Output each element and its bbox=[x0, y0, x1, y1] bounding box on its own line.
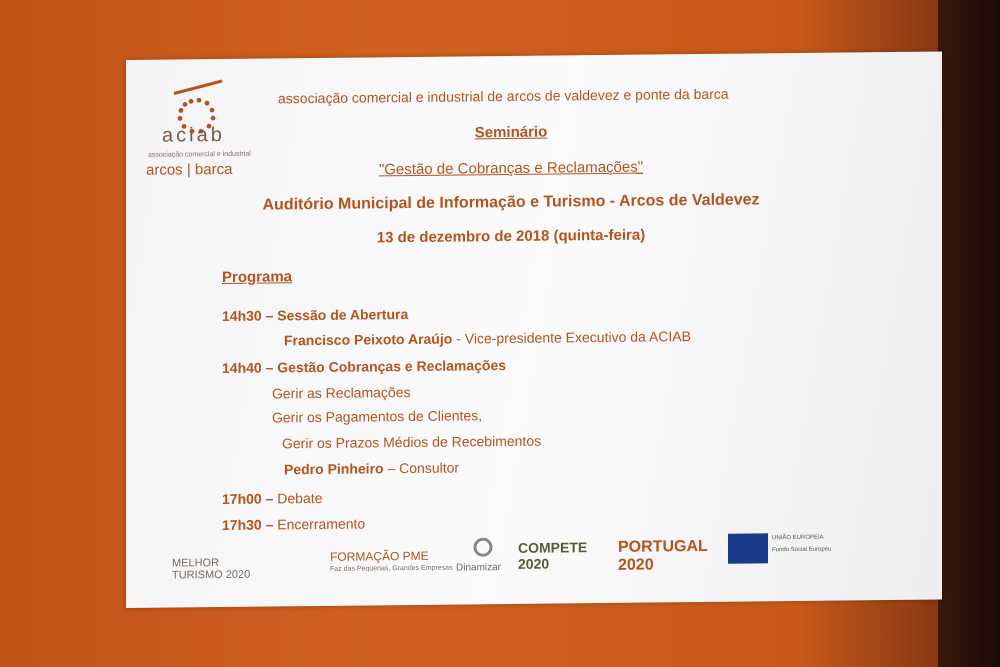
item-time: 14h30 – bbox=[222, 307, 274, 324]
formacao-pme-tagline: Faz das Pequenas, Grandes Empresas bbox=[330, 564, 453, 573]
program-item bbox=[222, 490, 322, 507]
program-subtopic: Gerir os Prazos Médios de Recebimentos bbox=[282, 432, 542, 452]
logo-name: aciab bbox=[162, 123, 225, 147]
compete-2020-logo: COMPETE 2020 bbox=[518, 539, 588, 572]
speaker-role: - Vice-presidente Executivo da ACIAB bbox=[456, 328, 691, 347]
logo-location: arcos | barca bbox=[146, 160, 233, 179]
program-speaker bbox=[284, 328, 691, 348]
portugal-2020-logo: PORTUGAL 2020 bbox=[618, 537, 708, 574]
program-subtopic: Gerir os Pagamentos de Clientes, bbox=[272, 407, 483, 426]
program-item bbox=[222, 306, 408, 324]
speaker-name: Pedro Pinheiro bbox=[284, 460, 384, 478]
association-name: associação comercial e industrial de arcos de valdevez e ponte da barca bbox=[278, 85, 729, 107]
date: 13 de dezembro de 2018 (quinta-feira) bbox=[376, 226, 646, 247]
item-time: 14h40 – bbox=[222, 359, 274, 376]
formacao-pme-logo: FORMAÇÃO PME bbox=[330, 548, 429, 564]
eu-flag-icon bbox=[728, 533, 768, 563]
eu-label: UNIÃO EUROPEIA bbox=[772, 534, 824, 542]
item-time: 17h00 – bbox=[222, 490, 274, 507]
speaker-role: – Consultor bbox=[387, 459, 460, 477]
sponsor-logos bbox=[166, 530, 906, 588]
program-item bbox=[222, 515, 365, 532]
program-heading: Programa bbox=[222, 268, 293, 286]
program-item bbox=[222, 357, 506, 376]
item-title: Debate bbox=[277, 489, 323, 507]
item-title: Gestão Cobranças e Reclamações bbox=[277, 357, 507, 376]
projection-screen bbox=[126, 51, 942, 608]
melhor-turismo-logo: MELHOR TURISMO 2020 bbox=[172, 557, 251, 582]
speaker-name: Francisco Peixoto Araújo bbox=[284, 330, 453, 349]
item-time: 17h30 – bbox=[222, 516, 274, 533]
item-title: Encerramento bbox=[277, 515, 366, 533]
program-subtopic: Gerir as Reclamações bbox=[272, 384, 411, 402]
dinamizar-icon bbox=[472, 536, 494, 558]
seminar-title: "Gestão de Cobranças e Reclamações" bbox=[378, 158, 644, 179]
dinamizar-logo: Dinamizar bbox=[456, 562, 502, 574]
logo-subtitle: associação comercial e industrial bbox=[148, 150, 251, 159]
eu-fund-label: Fundo Social Europeu bbox=[772, 546, 832, 554]
dark-wall bbox=[938, 0, 1000, 667]
program-speaker bbox=[284, 460, 459, 478]
venue: Auditório Municipal de Informação e Turismo - Arcos de Valdevez bbox=[262, 191, 760, 214]
item-title: Sessão de Abertura bbox=[277, 306, 409, 324]
seminar-heading: Seminário bbox=[474, 123, 548, 142]
